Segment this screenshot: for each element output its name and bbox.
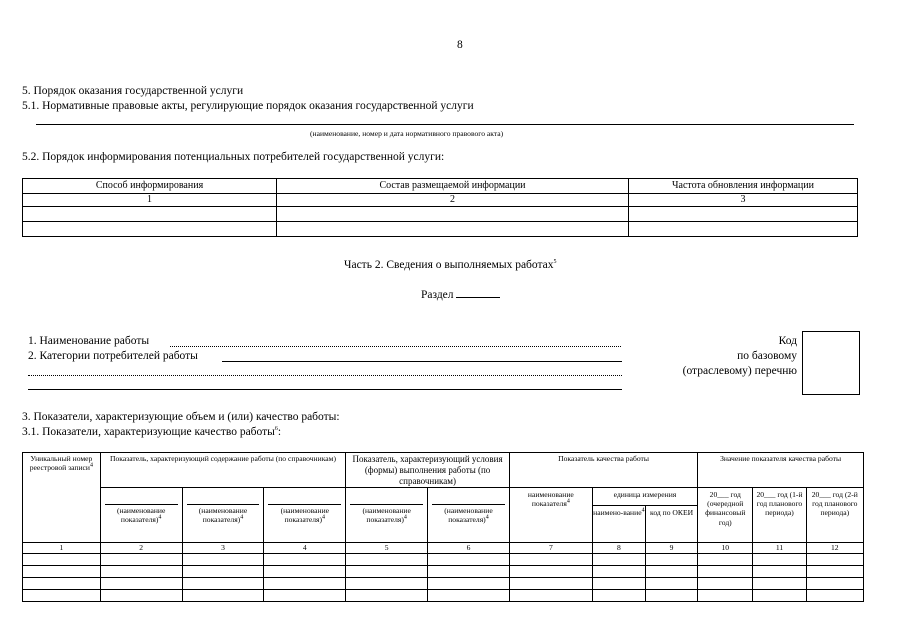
- page-number: 8: [457, 39, 463, 51]
- q-sub-content-2-text: (наименование показателя): [198, 506, 248, 525]
- razdel: [421, 288, 500, 302]
- q-header-uid-sup: 4: [89, 462, 93, 469]
- q-header-value: Значение показателя качества работы: [698, 453, 864, 488]
- q-sub-indicator-name-text: наименование показателя: [527, 490, 574, 509]
- q-sub-unit: единица измерения: [592, 488, 697, 506]
- q-header-conditions: Показатель, характеризующий условия (формы) выполнения работы (по справочникам): [346, 453, 510, 488]
- q-sub-content-1-line: [105, 504, 178, 505]
- section3-sub1-text: 3.1. Показатели, характеризующие качество работы: [22, 426, 275, 438]
- info-header-3: Частота обновления информации: [629, 179, 858, 194]
- q-empty-row: [23, 578, 864, 590]
- info-num-3: 3: [629, 194, 858, 207]
- q-sub-content-3: [264, 488, 346, 543]
- section3-sub1: [22, 425, 281, 439]
- q-col-num-4: 4: [264, 543, 346, 554]
- part2-sup: 5: [553, 259, 557, 266]
- work-extra-line-2: [28, 389, 622, 390]
- work-extra-line-1: [28, 375, 622, 376]
- info-cell: [277, 222, 629, 237]
- q-col-num-6: 6: [428, 543, 510, 554]
- info-table: [22, 178, 858, 237]
- q-col-num-11: 11: [753, 543, 806, 554]
- q-year-3: 20___ год (2-й год планового периода): [806, 488, 863, 543]
- q-sub-content-1-text: (наименование показателя): [116, 506, 166, 525]
- code-label-2: по базовому: [737, 350, 797, 362]
- q-col-num-5: 5: [346, 543, 428, 554]
- nla-caption: (наименование, номер и дата нормативного правового акта): [310, 129, 504, 138]
- q-sub-unit-name-text: наимено-вание: [593, 508, 642, 517]
- info-header-2: Состав размещаемой информации: [277, 179, 629, 194]
- info-num-1: 1: [23, 194, 277, 207]
- part2-title: [344, 258, 557, 272]
- work-name-label: 1. Наименование работы: [28, 335, 150, 347]
- q-sub-unit-code: код по ОКЕИ: [645, 506, 697, 543]
- q-header-uid: [23, 453, 101, 543]
- q-empty-row: [23, 566, 864, 578]
- q-sub-cond-1-line: [350, 504, 423, 505]
- q-col-num-9: 9: [645, 543, 697, 554]
- q-empty-row: [23, 554, 864, 566]
- q-sub-content-3-sup: 4: [322, 514, 326, 521]
- info-cell: [277, 207, 629, 222]
- q-sub-content-2: [182, 488, 264, 543]
- q-header-quality: Показатель качества работы: [509, 453, 697, 488]
- code-label-3: (отраслевому) перечню: [682, 365, 797, 377]
- quality-table: [22, 452, 864, 602]
- q-sub-unit-name-sup: 4: [641, 507, 645, 514]
- q-sub-cond-2-text: (наименование показателя): [444, 506, 493, 525]
- section5-sub2: 5.2. Порядок информирования потенциальных потребителей государственной услуги:: [22, 151, 445, 163]
- q-col-num-7: 7: [509, 543, 592, 554]
- q-col-num-2: 2: [100, 543, 182, 554]
- q-sub-indicator-name-sup: 4: [566, 498, 570, 505]
- q-col-num-8: 8: [592, 543, 645, 554]
- q-col-num-1: 1: [23, 543, 101, 554]
- info-cell: [23, 207, 277, 222]
- section3-title: 3. Показатели, характеризующие объем и (или) качество работы:: [22, 411, 340, 423]
- q-sub-indicator-name: [509, 488, 592, 543]
- q-year-2: 20___ год (1-й год планового периода): [753, 488, 806, 543]
- q-sub-cond-2-line: [432, 504, 505, 505]
- nla-line: [36, 124, 854, 125]
- section5-sub1: 5.1. Нормативные правовые акты, регулирующие порядок оказания государственной услуги: [22, 100, 474, 112]
- q-col-num-10: 10: [698, 543, 753, 554]
- info-num-2: 2: [277, 194, 629, 207]
- q-year-1: 20___ год (очередной финансовый год): [698, 488, 753, 543]
- q-sub-cond-1: [346, 488, 428, 543]
- razdel-blank: [456, 297, 500, 298]
- section3-sub1-end: :: [277, 426, 282, 438]
- q-header-content: Показатель, характеризующий содержание работы (по справочникам): [100, 453, 346, 488]
- code-label-1: Код: [778, 335, 797, 347]
- q-sub-content-3-line: [268, 504, 341, 505]
- q-sub-content-1-sup: 4: [158, 514, 162, 521]
- q-col-num-3: 3: [182, 543, 264, 554]
- q-empty-row: [23, 590, 864, 602]
- q-sub-cond-2: [428, 488, 510, 543]
- code-box: [802, 331, 860, 395]
- q-sub-content-2-sup: 4: [240, 514, 244, 521]
- work-name-line: [170, 346, 621, 347]
- q-sub-unit-name: [592, 506, 645, 543]
- q-sub-cond-1-sup: 4: [403, 514, 407, 521]
- q-sub-cond-1-text: (наименование показателя): [362, 506, 411, 525]
- razdel-label: Раздел: [421, 289, 454, 301]
- work-categories-label: 2. Категории потребителей работы: [28, 350, 198, 362]
- part2-title-text: Часть 2. Сведения о выполняемых работах: [344, 259, 554, 271]
- q-sub-content-3-text: (наименование показателя): [280, 506, 330, 525]
- q-sub-content-2-line: [187, 504, 260, 505]
- q-col-num-12: 12: [806, 543, 863, 554]
- q-header-uid-text: Уникальный номер реестровой записи: [29, 454, 93, 473]
- section3-sub1-sup: 6: [274, 426, 278, 433]
- info-cell: [629, 222, 858, 237]
- info-cell: [23, 222, 277, 237]
- section5-title: 5. Порядок оказания государственной услуги: [22, 85, 244, 97]
- q-sub-cond-2-sup: 4: [485, 514, 489, 521]
- info-header-1: Способ информирования: [23, 179, 277, 194]
- q-sub-content-1: [100, 488, 182, 543]
- info-cell: [629, 207, 858, 222]
- work-categories-line: [222, 361, 622, 362]
